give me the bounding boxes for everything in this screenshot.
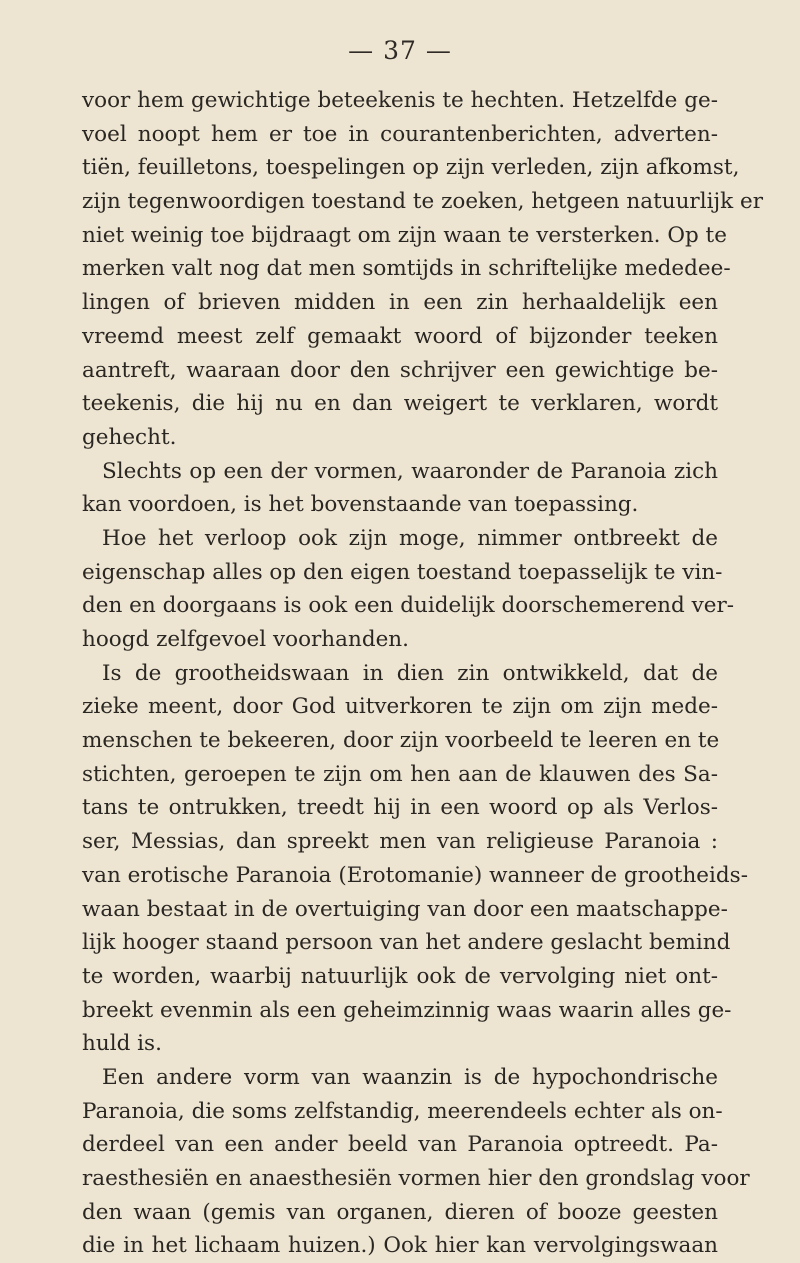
text-line: gehecht. <box>82 424 177 450</box>
text-line: den waan (gemis van organen, dieren of booze geesten <box>82 1199 718 1225</box>
text-line: voel noopt hem er toe in courantenberichten, adverten- <box>82 121 718 147</box>
text-line: tiën, feuilletons, toespelingen op zijn verleden, zijn afkomst, <box>82 155 740 181</box>
text-line: huld is. <box>82 1031 162 1057</box>
text-line: voor hem gewichtige beteekenis te hechten. Hetzelfde ge- <box>82 88 718 113</box>
text-line: Hoe het verloop ook zijn moge, nimmer ontbreekt de <box>102 525 718 551</box>
text-line: tans te ontrukken, treedt hij in een woord op als Verlos- <box>82 795 718 821</box>
text-line: den en doorgaans is ook een duidelijk doorschemerend ver- <box>82 593 735 619</box>
text-line: Een andere vorm van waanzin is de hypochondrische <box>102 1064 718 1090</box>
text-line: zijn tegenwoordigen toestand te zoeken, hetgeen natuurlijk er <box>82 189 763 215</box>
text-line: aantreft, waaraan door den schrijver een gewichtige be- <box>82 357 718 383</box>
text-line: hoogd zelfgevoel voorhanden. <box>82 627 409 652</box>
text-line: Is de grootheidswaan in dien zin ontwikkeld, dat de <box>102 660 718 686</box>
text-line: van erotische Paranoia (Erotomanie) wanneer de grootheids- <box>82 862 748 888</box>
text-line: die in het lichaam huizen.) Ook hier kan vervolgingswaan <box>82 1233 718 1259</box>
text-line: zieke meent, door God uitverkoren te zijn om zijn mede- <box>82 694 718 720</box>
text-line: niet weinig toe bijdraagt om zijn waan te versterken. Op te <box>82 222 727 248</box>
text-line: lingen of brieven midden in een zin herhaaldelijk een <box>82 290 718 316</box>
text-line: breekt evenmin als een geheimzinnig waas waarin alles ge- <box>82 997 732 1023</box>
text-line: kan voordoen, is het bovenstaande van toepassing. <box>82 492 639 518</box>
text-line: merken valt nog dat men somtijds in schriftelijke mededee- <box>82 256 731 282</box>
page-number: — 37 — <box>348 36 452 65</box>
text-line: waan bestaat in de overtuiging van door een maatschappe- <box>82 896 728 922</box>
text-line: raesthesiën en anaesthesiën vormen hier den grondslag voor <box>82 1166 750 1191</box>
text-line: teekenis, die hij nu en dan weigert te verklaren, wordt <box>82 391 718 417</box>
text-line: ser, Messias, dan spreekt men van religieuse Paranoia : <box>82 829 718 855</box>
text-line: menschen te bekeeren, door zijn voorbeeld te leeren en te <box>82 728 720 754</box>
text-line: vreemd meest zelf gemaakt woord of bijzonder teeken <box>82 323 718 349</box>
text-line: derdeel van een ander beeld van Paranoia optreedt. Pa- <box>82 1132 718 1158</box>
text-line: eigenschap alles op den eigen toestand toepasselijk te vin- <box>82 559 723 585</box>
text-line: Slechts op een der vormen, waaronder de Paranoia zich <box>102 458 718 484</box>
text-line: Paranoia, die soms zelfstandig, meerendeels echter als on- <box>82 1098 723 1124</box>
text-line: stichten, geroepen te zijn om hen aan de klauwen des Sa- <box>82 761 718 787</box>
text-line: lijk hooger staand persoon van het andere geslacht bemind <box>82 930 731 956</box>
body-text <box>82 84 763 1263</box>
text-line: te worden, waarbij natuurlijk ook de vervolging niet ont- <box>82 963 718 989</box>
